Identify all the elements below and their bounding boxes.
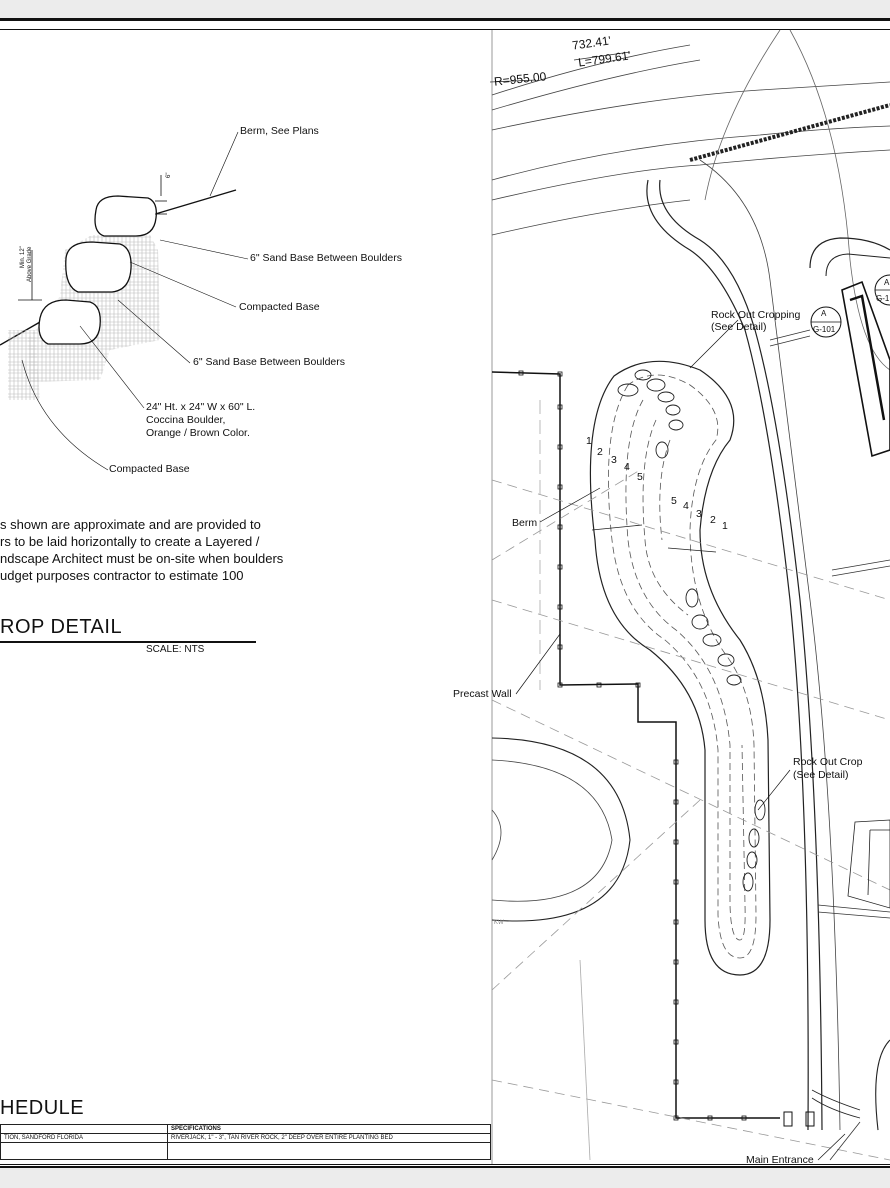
precast-wall-label: Precast Wall bbox=[453, 688, 512, 700]
callout-compacted-base-2: Compacted Base bbox=[109, 463, 190, 475]
table-row bbox=[1, 1134, 491, 1143]
boulder-middle bbox=[66, 242, 131, 292]
table-header-specifications: SPECIFICATIONS bbox=[168, 1125, 491, 1134]
table-cell bbox=[1, 1125, 168, 1134]
table-row bbox=[1, 1143, 491, 1160]
boulder-detail-note: s shown are approximate and are provided to rs to be laid horizontally to create a Layered / ndscape Architect must be on-site when boulders udget purposes contractor to estimate 100 bbox=[0, 517, 284, 583]
rock-out-cropping-see-detail-2: (See Detail) bbox=[793, 769, 849, 781]
contour-label: 1 bbox=[586, 435, 592, 447]
table-cell-location: TION, SANDFORD FLORIDA bbox=[1, 1134, 168, 1143]
contour-label: 1 bbox=[722, 520, 728, 532]
material-schedule-table bbox=[0, 1124, 491, 1160]
site-plan-linework bbox=[490, 30, 890, 1164]
callout-berm-see-plans: Berm, See Plans bbox=[240, 125, 319, 137]
contour-label: 5 bbox=[637, 471, 643, 483]
section-sheet: G-101 bbox=[813, 325, 836, 334]
table-cell-specification: RIVERJACK, 1" - 3", TAN RIVER ROCK, 2" DEEP OVER ENTIRE PLANTING BED bbox=[168, 1134, 491, 1143]
rock-out-cropping-label-2: Rock Out Crop bbox=[793, 756, 863, 768]
boulder-bottom bbox=[39, 300, 100, 344]
dim-above-grade: Above Grade bbox=[27, 246, 33, 282]
table-cell bbox=[1, 1143, 168, 1160]
berm-grade-line bbox=[152, 190, 236, 215]
compacted-base-hatch bbox=[8, 330, 40, 400]
callout-boulder-color: Orange / Brown Color. bbox=[146, 427, 250, 439]
table-cell bbox=[168, 1143, 491, 1160]
contour-label: 4 bbox=[624, 461, 630, 473]
rock-out-cropping-label-1: Rock Out Cropping bbox=[711, 309, 801, 321]
contour-label: 2 bbox=[710, 514, 716, 526]
berm-label: Berm bbox=[512, 517, 538, 529]
dim-6-inch: 6" bbox=[166, 172, 172, 178]
curve-chord-label: 732.41' bbox=[571, 33, 612, 53]
section-letter: A bbox=[821, 309, 827, 318]
callout-compacted-base-1: Compacted Base bbox=[239, 301, 320, 313]
dim-min-12: Min. 12" bbox=[20, 246, 26, 268]
section-letter-2: A bbox=[884, 278, 890, 287]
main-entrance-label: Main Entrance bbox=[746, 1154, 814, 1166]
curve-radius-label: R=955.00 bbox=[493, 69, 547, 89]
rock-out-cropping-see-detail-1: (See Detail) bbox=[711, 321, 767, 333]
contour-label: 2 bbox=[597, 446, 603, 458]
boulder-top bbox=[95, 196, 156, 236]
callout-sand-base-2: 6" Sand Base Between Boulders bbox=[193, 356, 345, 368]
curve-length-label: L=799.61' bbox=[577, 48, 632, 70]
contour-label: 4 bbox=[683, 500, 689, 512]
schedule-title: HEDULE bbox=[0, 1097, 85, 1119]
callout-boulder-size: 24" Ht. x 24" W x 60" L. bbox=[146, 401, 256, 413]
contour-label: 3 bbox=[696, 508, 702, 520]
contour-label: 3 bbox=[611, 454, 617, 466]
callout-boulder-type: Coccina Boulder, bbox=[146, 414, 226, 426]
plan-small-text: KW bbox=[494, 920, 504, 926]
section-sheet-2: G-1 bbox=[876, 294, 890, 303]
detail-title: ROP DETAIL bbox=[0, 616, 123, 638]
table-row bbox=[1, 1125, 491, 1134]
contour-label: 5 bbox=[671, 495, 677, 507]
detail-scale: SCALE: NTS bbox=[146, 644, 205, 655]
callout-sand-base-1: 6" Sand Base Between Boulders bbox=[250, 252, 402, 264]
